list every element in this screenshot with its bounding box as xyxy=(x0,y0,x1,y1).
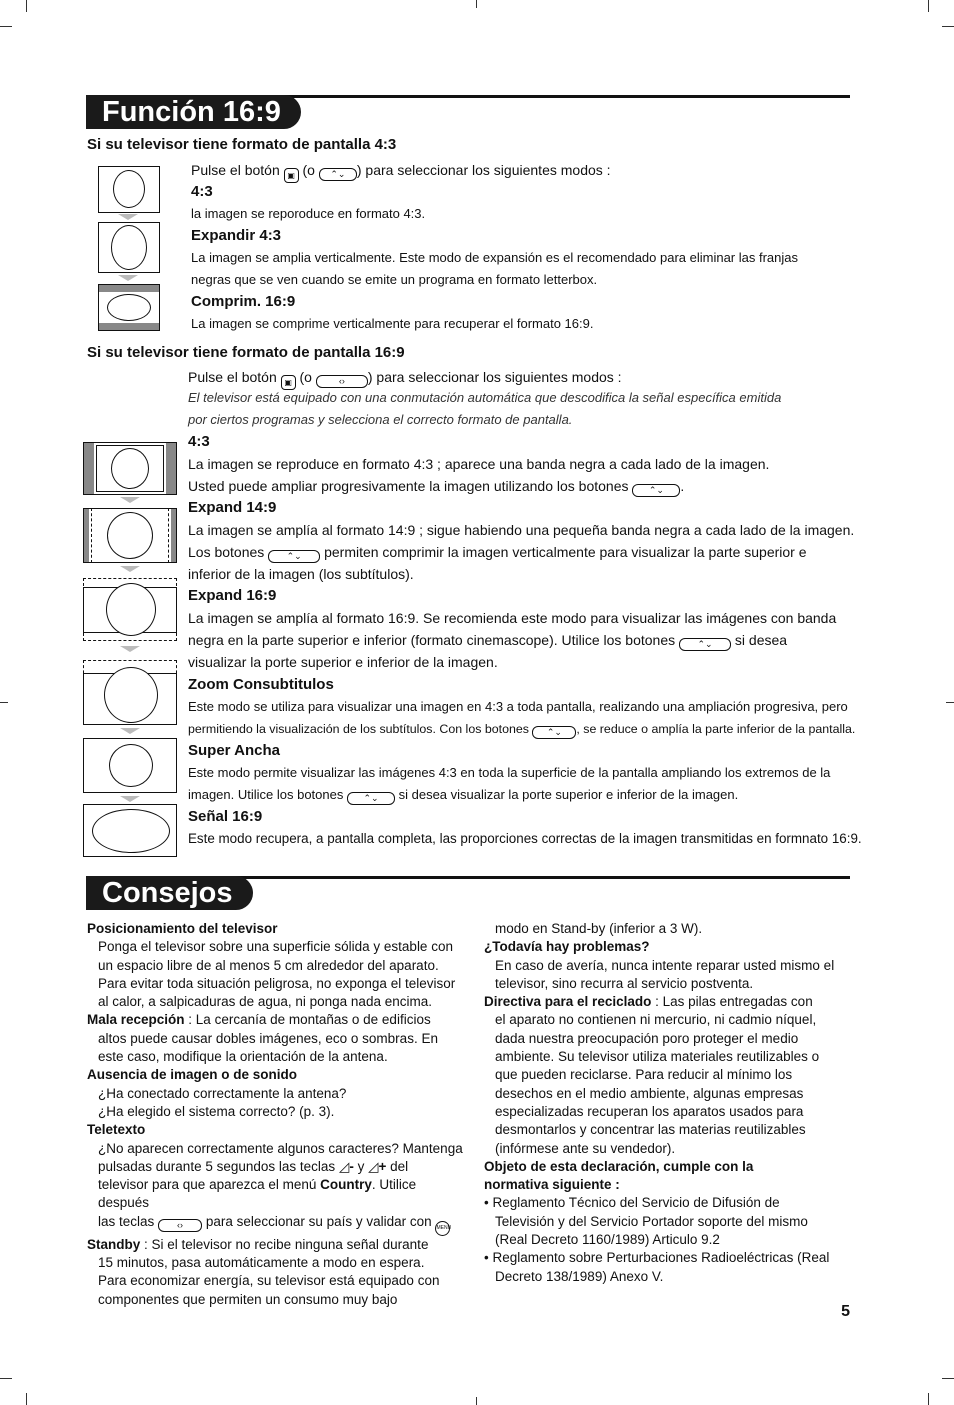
tv-icon-expandir xyxy=(98,222,160,273)
page-number: 5 xyxy=(841,1303,850,1320)
consejos-left-column: Posicionamiento del televisor Ponga el televisor sobre una superficie sólida y estable con un espacio libre de al menos 5 cm alrededor del aparato. Para evitar toda situación peligrosa, no exponga el televisor al calor, a salpicaduras de agua, ni ponga nada encima. Mala recepción : La cercanía de montañas o de edificios altos puede causar dobles imágenes, eco o sombras. En este caso, modifique la orientación de la antena. Ausencia de imagen o de sonido ¿Ha conectado correctamente la antena? ¿Ha elegido el sistema correcto? (p. 3). Teletexto ¿No aparecen correctamente algunos caracteres? Mantenga pulsadas durante 5 segundos las teclas ◿- y ◿+ del televisor para que aparezca el menú Country. Utilice después las teclas ‹› para seleccionar su país y validar con MENU Standby : Si el televisor no recibe ninguna señal durante 15 minutos, pasa automáticamente a modo en espera. Para economizar energía, su televisor está equipado con componentes que permiten un consumo muy bajo xyxy=(87,921,463,1307)
left-right-keys-icon: ‹› xyxy=(316,375,368,388)
up-down-keys-icon: ⌃⌄ xyxy=(347,792,395,805)
arrow-down-icon xyxy=(120,566,140,572)
menu-button-icon: MENU xyxy=(435,1221,450,1236)
section-title-funcion: Función 16:9 xyxy=(86,95,301,129)
mode169-expand-169: Expand 16:9 La imagen se amplía al formato 16:9. Se recomienda este modo para visualizar las imágenes con banda negra en la parte superior e inferior (formato cinemascope). Utilice los botones ⌃⌄ si desea visualizar la porte superior e inferior de la imagen. xyxy=(188,587,837,670)
mode-expandir-43: Expandir 4:3 La imagen se amplia verticalmente. Este modo de expansión es el recomendado para eliminar las franjas negras que se ven cuando se emite un programa en formato letterbox. xyxy=(191,227,798,287)
mode-43: 4:3 la imagen se reporoduce en formato 4:3. xyxy=(191,183,426,221)
crop-mark xyxy=(476,1397,477,1405)
up-down-keys-icon: ⌃⌄ xyxy=(679,638,731,651)
section-title-consejos: Consejos xyxy=(86,876,253,910)
tv-icon-zoom-subtitulos xyxy=(83,660,177,725)
crop-mark xyxy=(0,1378,12,1379)
mode-comprim-169: Comprim. 16:9 La imagen se comprime verticalmente para recuperar el formato 16:9. xyxy=(191,293,594,331)
arrow-down-icon xyxy=(118,214,138,220)
crop-mark xyxy=(942,26,954,27)
up-down-keys-icon: ⌃⌄ xyxy=(532,726,576,739)
arrow-down-icon xyxy=(120,728,140,734)
crop-mark xyxy=(0,702,8,703)
volume-minus-icon: ◿- xyxy=(338,1158,354,1174)
tv-icon-super-ancha xyxy=(83,738,177,793)
format-button-icon: ▣ xyxy=(281,375,296,390)
tv-icon-expand-149 xyxy=(83,508,177,563)
crop-mark xyxy=(26,1393,27,1405)
subheading-169: Si su televisor tiene formato de pantalla 16:9 xyxy=(87,344,405,361)
intro-169: Pulse el botón ▣ (o ‹› ) para seleccionar los siguientes modos : xyxy=(188,366,622,390)
arrow-down-icon xyxy=(118,275,138,281)
crop-mark xyxy=(26,0,27,12)
crop-mark xyxy=(0,26,12,27)
consejos-right-column: modo en Stand-by (inferior a 3 W). ¿Todavía hay problemas? En caso de avería, nunca intente reparar usted mismo el televisor, sino recurra al servicio postventa. Directiva para el reciclado : Las pilas entregadas con el aparato no contienen ni mercurio, ni cadmio níquel, dada nuestra preocupación poro proteger el medio ambiente. Su televisor utiliza materiales reutilizables o que pueden reciclarse. Para reducir al mínimo los desechos en el medio ambiente, algunas empresas especializadas recuperan los aparatos usados para desmontarlos y concentrar las materias reutilizables (infórmese ante su vendedor). Objeto de esta declaración, cumple con la normativa siguiente : • Reglamento Técnico del Servicio de Difusión de Televisión y del Servicio Portador soporte del mismo (Real Decreto 1160/1989) Articulo 9.2 • Reglamento sobre Perturbaciones Radioeléctricas (Real Decreto 138/1989) Anexo V. xyxy=(484,921,835,1284)
mode169-zoom-subtitulos: Zoom Consubtitulos Este modo se utiliza para visualizar una imagen en 4:3 a toda pantalla, realizando una ampliación progresiva, pero permitiendo la visualización de los subtítulos. Con los botones ⌃⌄ , se reduce o amplía la parte inferior de la pantalla. xyxy=(188,676,856,737)
crop-mark xyxy=(942,1378,954,1379)
crop-mark xyxy=(476,0,477,8)
subheading-43: Si su televisor tiene formato de pantalla 4:3 xyxy=(87,136,397,153)
mode169-expand-149: Expand 14:9 La imagen se amplía al formato 14:9 ; sigue habiendo una pequeña banda negra a cada lado de la imagen. Los botones ⌃⌄ permiten comprimir la imagen verticalmente para visualizar la parte superior e inferior de la imagen (los subtítulos). xyxy=(188,499,855,582)
tv-icon-43 xyxy=(98,166,160,213)
mode169-senal-169: Señal 16:9 Este modo recupera, a pantalla completa, las proporciones correctas de la imagen transmitidas en formnato 16:9. xyxy=(188,808,862,846)
arrow-down-icon xyxy=(120,497,140,503)
tv-icon-comprim xyxy=(98,284,160,331)
arrow-down-icon xyxy=(120,796,140,802)
crop-mark xyxy=(928,1393,929,1405)
volume-plus-icon: ◿+ xyxy=(368,1158,387,1174)
crop-mark xyxy=(928,0,929,12)
up-down-keys-icon: ⌃⌄ xyxy=(268,550,320,563)
arrow-down-icon xyxy=(120,646,140,652)
up-down-keys-icon: ⌃⌄ xyxy=(632,484,680,497)
crop-mark xyxy=(946,702,954,703)
intro-43: Pulse el botón ▣ (o ⌃⌄ ) para seleccionar los siguientes modos : xyxy=(191,159,611,183)
up-down-keys-icon: ⌃⌄ xyxy=(319,168,357,181)
tv-icon-169-43 xyxy=(83,442,177,495)
format-button-icon: ▣ xyxy=(284,168,299,183)
left-right-keys-icon: ‹› xyxy=(158,1219,202,1232)
note-auto-switch: El televisor está equipado con una conmutación automática que descodifica la señal específica emitida por ciertos programas y selecciona el correcto formato de pantalla. xyxy=(188,390,782,427)
tv-icon-senal-169 xyxy=(83,804,177,857)
mode169-super-ancha: Super Ancha Este modo permite visualizar las imágenes 4:3 en toda la superficie de la pantalla ampliando los extremos de la imagen. Utilice los botones ⌃⌄ si desea visualizar la porte superior e inferior de la imagen. xyxy=(188,742,831,803)
tv-icon-expand-169 xyxy=(83,578,177,641)
mode169-43: 4:3 La imagen se reproduce en formato 4:3 ; aparece una banda negra a cada lado de la imagen. Usted puede ampliar progresivamente la imagen utilizando los botones ⌃⌄ . xyxy=(188,433,770,495)
